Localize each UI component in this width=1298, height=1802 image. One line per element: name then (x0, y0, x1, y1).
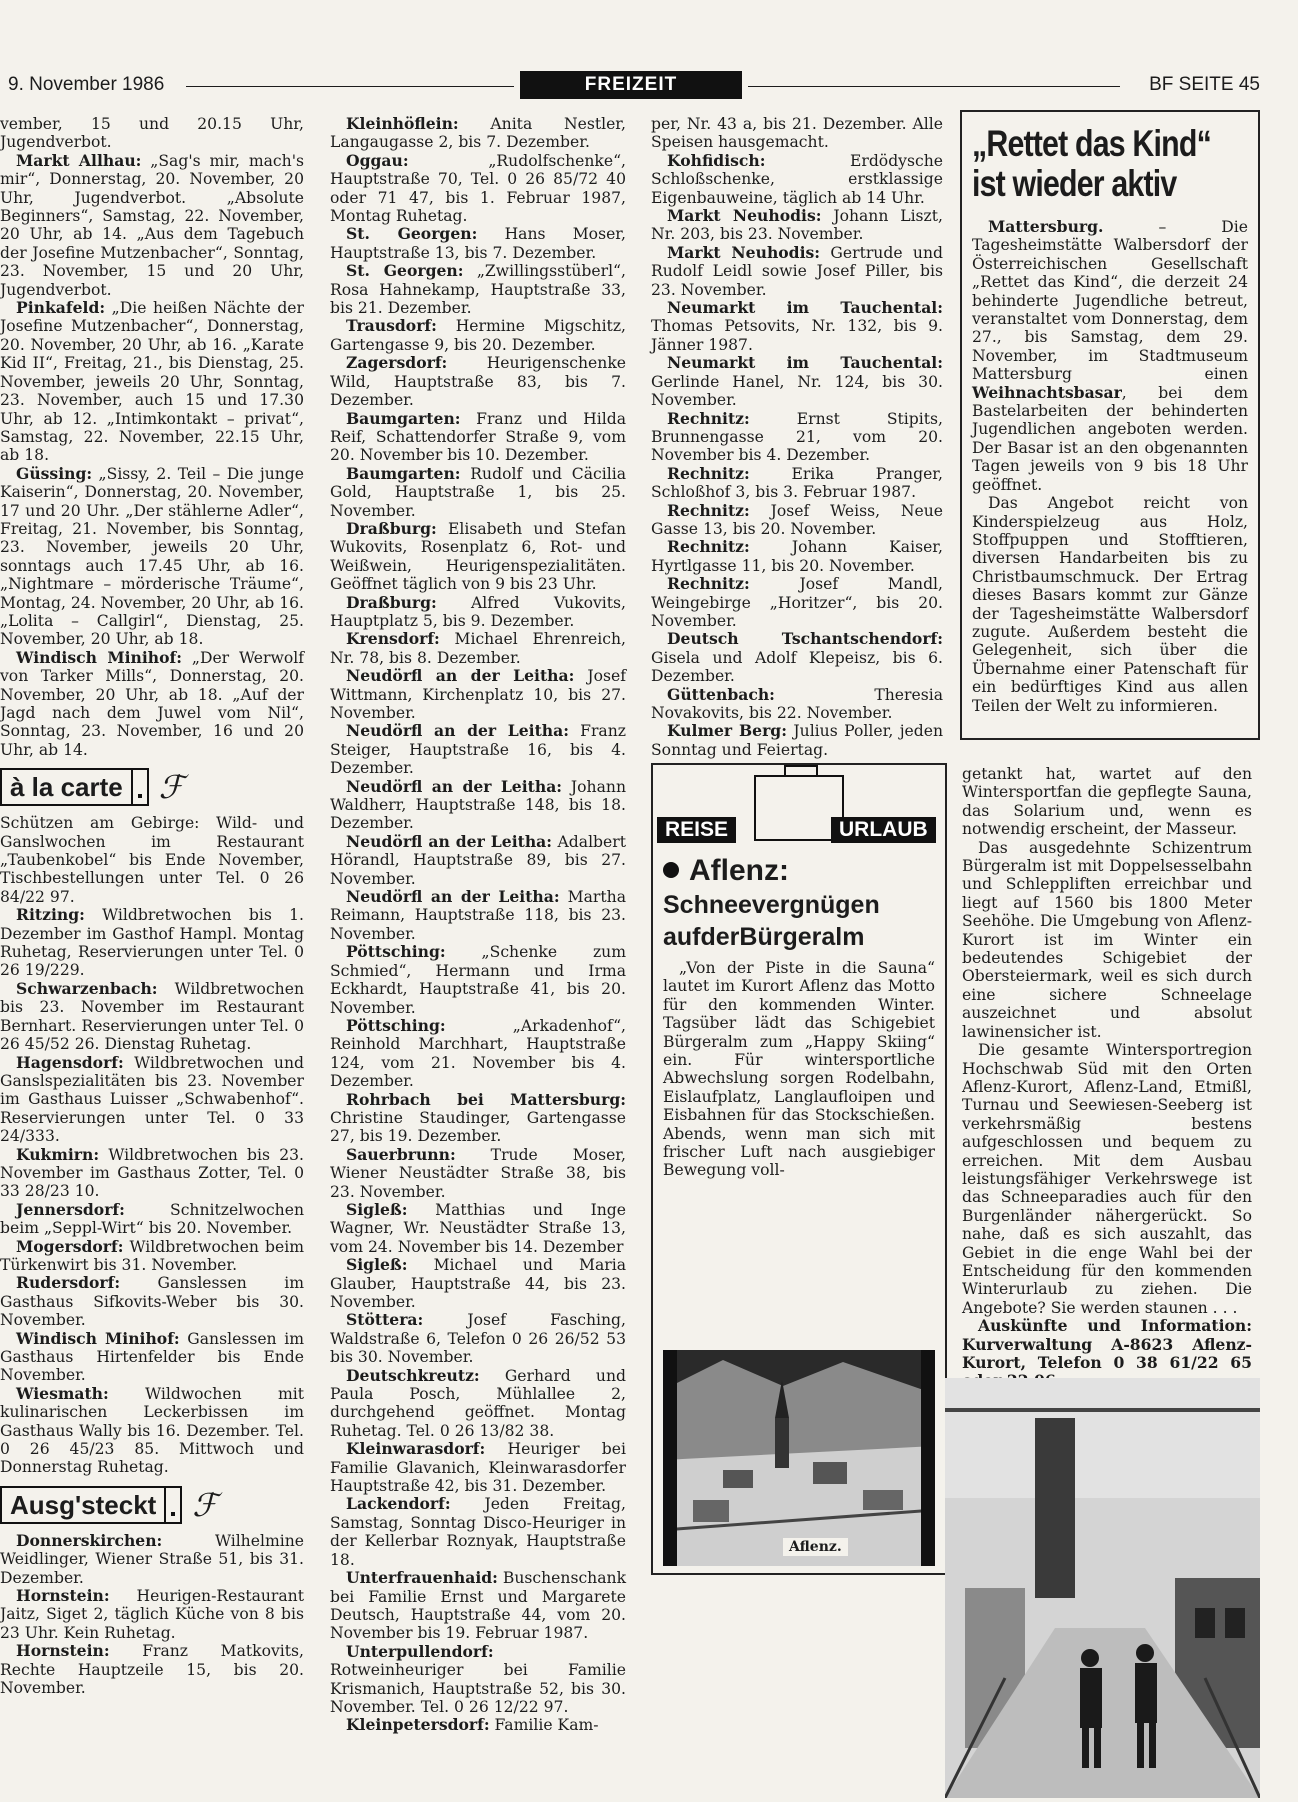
rettet-text-1: – Die Tagesheimstätte Walbersdorf der Österreichischen Gesellschaft „Rettet das Kind“, die derzeit 24 behinderte Jugendliche betreut, veranstaltet vom Donnerstag, dem 27., bis Samstag, dem 29. November, im Stadtmuseum Mattersburg einen (972, 218, 1248, 384)
listing-details: Jeden Freitag, Samstag, Sonntag Disco-Heuriger in der Kellerbar Roznyak, Hauptstraße 18. (330, 1495, 626, 1569)
listing-entry (330, 520, 626, 594)
listing-place: Neumarkt im Tauchental: (667, 353, 943, 373)
page-number: BF SEITE 45 (1149, 74, 1260, 95)
listing-place: Baumgarten: (346, 463, 461, 483)
listing-place: Unterpullendorf: (346, 1641, 494, 1661)
listing-details: Hermine Migschitz, Gartengasse 9, bis 20. Dezember. (330, 317, 626, 354)
listing-entry (0, 1054, 304, 1146)
listing-entry (330, 667, 626, 722)
rettet-bold-term: Weihnachtsbasar (972, 382, 1122, 402)
listing-entry (651, 410, 943, 465)
listing-place: Lackendorf: (346, 1494, 451, 1514)
listing-entry (330, 778, 626, 833)
ausgsteckt-label: Ausg'steckt (0, 1486, 166, 1524)
listing-details: Wildbretwochen und Ganslspezialitäten bis 23. November im Gasthaus Luisser „Schwabenhof“. Reservierungen unter Tel. 0 33 24/333. (0, 1053, 304, 1146)
rettet-place: Mattersburg. (988, 217, 1104, 236)
listing-entry (651, 152, 943, 207)
listing-details: Ganslessen im Gasthaus Sifkovits-Weber bis 30. November. (0, 1274, 304, 1330)
reise-paragraph-1: „Von der Piste in die Sauna“ lautet im Kurort Aflenz das Motto für den kommenden Winter. Tagsüber lädt das Schigebiet Bürgeralm zum „Happy Skiing“ ein. Für wintersportliche Abwechslung sorgen Rodelbahn, Eislaufplatz, Langlaufloipen und Eisbahnen für das Stockschießen. Abends, wenn man sich mit frischer Luft nach ausgiebiger Bewegung voll- (663, 959, 935, 1180)
listing-details: Wildbretwochen bis 23. November im Restaurant Bernhart. Reservierungen unter Tel. 0 26 45/52 26. Dienstag Ruhetag. (0, 979, 304, 1054)
listing-place: Hornstein: (16, 1586, 110, 1606)
listing-entry (330, 1256, 626, 1311)
listing-entry (651, 722, 943, 759)
listing-entry (0, 1238, 304, 1275)
column-1 (0, 115, 304, 1698)
listing-details: Heuriger bei Familie Glavanich, Kleinwarasdorfer Hauptstraße 42, bis 31. Dezember. (330, 1440, 626, 1496)
listing-place: Neudörfl an der Leitha: (346, 887, 560, 907)
listing-details: Rotweinheuriger bei Familie Krismanich, Hauptstraße 52, bis 30. November. Tel. 0 26 12/22 97. (330, 1661, 626, 1716)
listing-details: Wildbretwochen bis 1. Dezember im Gasthof Hampl. Montag Ruhetag, Reservierungen unter Tel. 0 26 19/229. (0, 906, 304, 980)
listing-entry (0, 1642, 304, 1697)
listing-place: Donnerskirchen: (16, 1530, 163, 1550)
ausgsteckt-listings (0, 1532, 304, 1698)
listing-entry (651, 244, 943, 299)
listing-entry (330, 594, 626, 631)
listing-place: Oggau: (346, 150, 409, 170)
listing-entry (651, 686, 943, 723)
listing-details: Josef Fasching, Waldstraße 6, Telefon 0 26 26/52 53 bis 30. November. (330, 1311, 626, 1367)
village-picture (663, 1350, 935, 1566)
listing-details: Trude Moser, Wiener Neustädter Straße 38, bis 23. November. (330, 1145, 626, 1201)
listing-details: Theresia Novakovits, bis 22. November. (651, 685, 943, 722)
urlaub-badge: URLAUB (831, 817, 936, 843)
listing-details: Ernst Stipits, Brunnengasse 21, vom 20. November bis 4. Dezember. (651, 409, 943, 465)
listing-place: Sigleß: (346, 1199, 408, 1219)
listing-details: Buschenschank bei Familie Ernst und Margarete Deutsch, Hauptstraße 44, vom 20. November bis 19. Februar 1987. (330, 1569, 627, 1643)
reise-title-2: Schneevergnügen aufderBürgeralm (663, 891, 880, 951)
listing-entry (330, 722, 626, 777)
listing-details: „Rudolfschenke“, Hauptstraße 70, Tel. 0 26 85/72 40 oder 71 47, bis 1. Februar 1987, Montag Ruhetag. (330, 151, 626, 226)
listing-place: Neudörfl an der Leitha: (346, 721, 569, 741)
listing-entry (0, 465, 304, 649)
listing-place: Deutschkreutz: (346, 1365, 480, 1385)
bullet-icon (663, 862, 679, 878)
listing-place: Hornstein: (16, 1641, 110, 1661)
alacarte-listings (0, 814, 304, 1477)
listing-details: Familie Kam- (489, 1716, 599, 1735)
header-rule-right (748, 86, 1120, 87)
listing-entry (0, 980, 304, 1054)
listing-entry (651, 299, 943, 354)
listing-entry (330, 833, 626, 888)
listing-entry (330, 410, 626, 465)
listing-place: Sigleß: (346, 1255, 408, 1275)
listing-entry (330, 1146, 626, 1201)
listing-place: Markt Neuhodis: (667, 206, 822, 226)
glass-icon: ℱ (192, 1485, 218, 1524)
listing-entry (330, 152, 626, 226)
listing-place: Windisch Minihof: (16, 1328, 180, 1348)
listing-place: Rudersdorf: (16, 1273, 121, 1293)
listing-details: „Arkadenhof“, Reinhold Marchhart, Hauptstraße 124, vom 21. November bis 4. Dezember. (330, 1016, 626, 1091)
ausgsteckt-heading (0, 1486, 304, 1524)
listing-details: „Zwillingsstüberl“, Rosa Hahnekamp, Hauptstraße 33, bis 21. Dezember. (330, 262, 626, 318)
listing-details: Rudolf und Cäcilia Gold, Hauptstraße 1, bis 25. November. (330, 464, 626, 520)
listing-details: Gerlinde Hanel, Nr. 124, bis 30. November. (651, 372, 943, 410)
listing-entry (330, 1091, 626, 1146)
listing-place: Rechnitz: (667, 500, 750, 520)
rettet-paragraph-2: Das Angebot reicht von Kinderspielzeug aus Holz, Stoffpuppen und Stofftieren, diversen Handarbeiten bis zu Christbaumschmuck. Der Ertrag dieses Basars kommt zur Gänze der Tagesheimstätte Walbersdorf zugute. Außerdem besteht die Gelegenheit, sich über die Übernahme einer Patenschaft für ein bedürftiges Kind aus allen Teilen der Welt zu informieren. (972, 494, 1248, 715)
listing-place: Windisch Minihof: (16, 647, 182, 667)
listing-details: „Der Werwolf von Tarker Mills“, Donnerstag, 20. November, 20 Uhr, ab 18. „Auf der Jagd nach dem Juwel vom Nil“, Sonntag, 23. November, 16 und 20 Uhr, ab 14. (0, 648, 304, 759)
listing-details: Christine Staudinger, Gartengasse 27, bis 19. Dezember. (330, 1108, 626, 1146)
section-title: FREIZEIT (520, 71, 742, 99)
listing-place: Rechnitz: (667, 574, 750, 594)
alacarte-box (133, 768, 149, 806)
listing-details: Gerhard und Paula Posch, Mühlallee 2, durchgehend geöffnet. Montag Ruhetag. Tel. 0 26 13/82 38. (330, 1366, 626, 1440)
listing-place: Trausdorf: (346, 316, 437, 336)
cinema-listings (0, 115, 304, 759)
rettet-headline: „Rettet das Kind“ ist wieder aktiv (972, 123, 1211, 204)
listing-place: Pöttsching: (346, 1015, 446, 1035)
listing-entry (330, 1569, 626, 1643)
reise-header (653, 765, 945, 851)
listing-place: Neudörfl an der Leitha: (346, 666, 575, 686)
heurigen-listings (330, 115, 626, 1735)
listing-details: Gertrude und Rudolf Leidl sowie Josef Piller, bis 23. November. (651, 243, 943, 299)
listing-place: Kleinpetersdorf: (346, 1715, 490, 1735)
listing-entry: per, Nr. 43 a, bis 21. Dezember. Alle Speisen hausgemacht. (651, 115, 943, 152)
listing-entry (0, 1330, 304, 1385)
listing-details: Wildbretwochen beim Türkenwirt bis 31. November. (0, 1237, 304, 1274)
listing-details: Thomas Petsovits, Nr. 132, bis 9. Jänner 1987. (651, 317, 943, 354)
listing-place: Neudörfl an der Leitha: (346, 831, 553, 851)
listing-place: Neumarkt im Tauchental: (667, 298, 943, 318)
listing-place: St. Georgen: (346, 224, 478, 244)
listing-entry (330, 1440, 626, 1495)
listing-entry (330, 354, 626, 409)
listing-details: Franz und Hilda Reif, Schattendorfer Straße 9, vom 20. November bis 10. Dezember. (330, 409, 626, 465)
listing-place: Rechnitz: (667, 537, 750, 557)
reise-title-1: Aflenz: (689, 854, 789, 887)
reise-paragraph-4: Die gesamte Wintersportregion Hochschwab Süd mit den Orten Aflenz-Kurort, Aflenz-Land, Etmißl, Turnau und Seewiesen-Seeberg ist verkehrsmäßig bestens aufgeschlossen und bequem zu erreichen. Mit dem Ausbau leistungsfähiger Verkehrswege ist das Schneeparadies auch für den Burgenländer nähergerückt. So nahe, daß es sich auszahlt, das Gebiet in die enge Wahl bei der Entscheidung für den kommenden Winterurlaub zu ziehen. Die Angebote? Sie werden staunen . . . (962, 1041, 1252, 1317)
listing-entry (651, 630, 943, 685)
listing-entry (330, 1716, 626, 1734)
listing-entry (651, 207, 943, 244)
listing-entry (651, 465, 943, 502)
listing-entry (0, 152, 304, 299)
listing-details: Michael Ehrenreich, Nr. 78, bis 8. Dezember. (330, 630, 626, 667)
rettet-paragraph-1 (972, 218, 1248, 494)
reise-headline (653, 851, 945, 953)
listing-entry (0, 1587, 304, 1642)
heurigen-listings-cont (651, 115, 943, 759)
listing-details: Johann Kaiser, Hyrtlgasse 11, bis 20. November. (651, 538, 943, 575)
rettet-body (972, 218, 1248, 715)
listing-place: Sauerbrunn: (346, 1144, 456, 1164)
listing-place: Kleinwarasdorf: (346, 1439, 486, 1459)
listing-place: Ritzing: (16, 905, 85, 925)
reise-badge: REISE (657, 817, 736, 843)
listing-place: Güttenbach: (667, 684, 775, 704)
aflenz-village-photo (663, 1350, 935, 1566)
listing-entry (651, 575, 943, 630)
listing-entry (330, 225, 626, 262)
reise-body (653, 953, 945, 1180)
listing-entry (330, 1201, 626, 1256)
listing-details: Erika Pranger, Schloßhof 3, bis 3. Februar 1987. (651, 464, 943, 502)
listing-place: St. Georgen: (346, 261, 464, 281)
listing-place: Draßburg: (346, 518, 437, 538)
listing-place: Kohfidisch: (667, 150, 766, 170)
alacarte-heading (0, 768, 304, 806)
listing-place: Kukmirn: (16, 1144, 100, 1164)
listing-entry (0, 1146, 304, 1201)
listing-place: Krensdorf: (346, 629, 440, 649)
reise-paragraph-3: Das ausgedehnte Schizentrum Bürgeralm ist mit Doppelsesselbahn und Schleppliften erreichbar und liegt auf 1560 bis 1800 Meter Seehöhe. Die Umgebung von Aflenz-Kurort ist im Winter ein bedeutendes Schigebiet der Obersteiermark, weil es sich durch eine sichere Schneelage auszeichnet und absolut lawinensicher ist. (962, 838, 1252, 1041)
listing-entry (330, 1495, 626, 1569)
listing-details: Franz Matkovits, Rechte Hauptzeile 15, bis 20. November. (0, 1642, 304, 1698)
rettet-text-1-end: , bei dem Bastelarbeiten der behinderten Jugendlichen angeboten werden. Der Basar ist an den obgenannten Tagen jeweils von 9 bis 18 Uhr geöffnet. (972, 383, 1248, 494)
listing-details: Schnitzelwochen beim „Seppl-Wirt“ bis 20. November. (0, 1200, 304, 1238)
listing-details: Anita Nestler, Langaugasse 2, bis 7. Dezember. (330, 115, 626, 152)
listing-details: Josef Wittmann, Kirchenplatz 10, bis 27. November. (330, 667, 626, 722)
listing-place: Wiesmath: (16, 1383, 109, 1403)
listing-place: Mogersdorf: (16, 1236, 124, 1256)
reise-paragraph-2: getankt hat, wartet auf den Wintersportfan die gepflegte Sauna, das Solarium und, wenn es notwendig erscheint, der Masseur. (962, 765, 1252, 839)
listing-details: „Die heißen Nächte der Josefine Mutzenbacher“, Donnerstag, 20. November, 20 Uhr, ab 16. „Karate Kid II“, Freitag, 21., bis Dienstag, 25. November, jeweils 20 Uhr, Sonntag, 23. November, auch 15 und 17.30 Uhr, ab 12. „Intimkontakt – privat“, Samstag, 22. November, 22.15 Uhr, ab 18. (0, 299, 304, 465)
ausgsteckt-box (166, 1486, 182, 1524)
listing-entry (330, 630, 626, 667)
listing-details: Heurigenschenke Wild, Hauptstraße 83, bis 7. Dezember. (330, 354, 626, 410)
listing-details: Elisabeth und Stefan Wukovits, Rosenplatz 6, Rot- und Weißwein, Heurigenspezialitäten. Geöffnet täglich von 9 bis 23 Uhr. (330, 519, 626, 594)
listing-entry (330, 943, 626, 1017)
listing-entry (0, 1201, 304, 1238)
listing-entry (330, 115, 626, 152)
listing-place: Pinkafeld: (16, 298, 106, 318)
listing-entry (651, 502, 943, 539)
listing-place: Schwarzenbach: (16, 978, 158, 998)
listing-details: Matthias und Inge Wagner, Wr. Neustädter Straße 13, vom 24. November bis 14. Dezember (330, 1200, 626, 1256)
listing-place: Zagersdorf: (346, 353, 448, 373)
column-2 (330, 115, 626, 1735)
info-contact: Auskünfte und Information: Kurverwaltung A-8623 Aflenz-Kurort, Telefon 0 38 61/22 65 (962, 1316, 1252, 1372)
listing-place: Rechnitz: (667, 463, 750, 483)
listing-place: Markt Neuhodis: (667, 242, 821, 262)
listing-entry (0, 906, 304, 980)
listing-details: Alfred Vukovits, Hauptplatz 5, bis 9. Dezember. (330, 593, 626, 630)
listing-entry (330, 1017, 626, 1091)
listing-details: „Schenke zum Schmied“, Hermann und Irma Eckhardt, Hauptstraße 41, bis 20. November. (330, 943, 626, 1017)
listing-entry (651, 354, 943, 409)
alacarte-label: à la carte (0, 768, 133, 806)
listing-entry (0, 1385, 304, 1477)
listing-details: Erdödysche Schloßschenke, erstklassige Eigenbauweine, täglich ab 14 Uhr. (651, 151, 943, 207)
listing-place: Kleinhöflein: (346, 114, 459, 133)
listing-details: Martha Reimann, Hauptstraße 118, bis 23. November. (330, 888, 626, 943)
listing-details: „Sag's mir, mach's mir“, Donnerstag, 20. November, 20 Uhr, Jugendverbot. „Absolute Beginners“, Samstag, 22. November, 20 Uhr, ab 14. „Aus dem Tagebuch der Josefine Mutzenbacher“, Sonntag, 23. November, 15 und 20 Uhr, Jugendverbot. (0, 151, 304, 299)
listing-entry (330, 1643, 626, 1717)
listing-place: Unterfrauenhaid: (346, 1568, 498, 1588)
listing-place: Draßburg: (346, 592, 437, 612)
header-rule-left (186, 86, 514, 87)
listing-details: „Sissy, 2. Teil – Die junge Kaiserin“, Donnerstag, 20. November, 17 und 20 Uhr. „Der stählerne Adler“, Freitag, 21. November, bis Sonntag, 23. November, jeweils 20 Uhr, sonntags auch 17.45 Uhr, ab 16. „Nightmare – mörderische Träume“, Montag, 24. November, 20 Uhr, ab 16. „Lolita – Callgirl“, Dienstag, 25. November, 20 Uhr, ab 18. (0, 464, 305, 649)
page-header (0, 68, 1298, 104)
listing-place: Güssing: (16, 463, 93, 483)
listing-entry (330, 1367, 626, 1441)
listing-details: Heurigen-Restaurant Jaitz, Siget 2, täglich Küche von 8 bis 23 Uhr. Kein Ruhetag. (0, 1587, 304, 1642)
listing-place: Hagensdorf: (16, 1052, 124, 1072)
skiers-picture (945, 1378, 1260, 1798)
listing-place: Rechnitz: (667, 408, 750, 428)
listing-details: Ganslessen im Gasthaus Hirtenfelder bis Ende November. (0, 1329, 304, 1385)
column-3 (651, 115, 943, 759)
listing-details: Hans Moser, Hauptstraße 13, bis 7. Dezember. (330, 225, 626, 262)
listing-entry (651, 538, 943, 575)
listing-place: Neudörfl an der Leitha: (346, 776, 563, 796)
listing-details: Franz Steiger, Hauptstraße 16, bis 4. Dezember. (330, 722, 626, 778)
listing-details: Julius Poller, jeden Sonntag und Feiertag. (651, 722, 944, 759)
listing-entry (330, 1311, 626, 1366)
issue-date: 9. November 1986 (8, 74, 165, 95)
listing-entry: Schützen am Gebirge: Wild- und Ganslwochen im Restaurant „Taubenkobel“ bis Ende November, Tischbestellungen unter Tel. 0 26 84/22 97. (0, 814, 304, 906)
listing-details: Josef Weiss, Neue Gasse 13, bis 20. November. (651, 501, 943, 538)
listing-entry (330, 888, 626, 943)
listing-entry (330, 465, 626, 520)
listing-entry (0, 299, 304, 465)
listing-details: Johann Liszt, Nr. 203, bis 23. November. (651, 207, 943, 244)
listing-entry: vember, 15 und 20.15 Uhr, Jugendverbot. (0, 115, 304, 152)
rettet-das-kind-article (960, 110, 1260, 740)
listing-place: Pöttsching: (346, 942, 446, 962)
listing-entry (0, 1532, 304, 1587)
listing-details: Adalbert Hörandl, Hauptstraße 89, bis 27. November. (330, 832, 626, 888)
listing-details: Wildbretwochen bis 23. November im Gasthaus Zotter, Tel. 0 33 28/23 10. (0, 1145, 304, 1201)
listing-details: Wildwochen mit kulinarischen Leckerbissen im Gasthaus Wally bis 16. Dezember. Tel. 0 26 45/23 85. Mittwoch und Donnerstag Ruhetag. (0, 1384, 304, 1477)
ski-lift-photo (945, 1378, 1260, 1798)
listing-details: Gisela und Adolf Klepeisz, bis 6. Dezember. (651, 648, 943, 686)
listing-place: Kulmer Berg: (667, 721, 787, 741)
listing-place: Stöttera: (346, 1310, 424, 1330)
photo-caption: Aflenz. (783, 1538, 848, 1556)
listing-entry (0, 1274, 304, 1329)
listing-entry (0, 649, 304, 759)
listing-details: Wilhelmine Weidlinger, Wiener Straße 51, bis 31. Dezember. (0, 1531, 304, 1587)
listing-details: Josef Mandl, Weingebirge „Horitzer“, bis 20. November. (651, 575, 943, 630)
listing-details: Johann Waldherr, Hauptstraße 148, bis 18. Dezember. (330, 777, 626, 833)
listing-details: Michael und Maria Glauber, Hauptstraße 44, bis 23. November. (330, 1256, 626, 1311)
listing-place: Jennersdorf: (16, 1199, 125, 1219)
listing-entry (330, 262, 626, 317)
reise-continuation (962, 765, 1252, 1391)
listing-place: Deutsch Tschantschendorf: (667, 629, 943, 649)
listing-place: Markt Allhau: (16, 150, 142, 170)
listing-place: Baumgarten: (346, 408, 461, 428)
glass-icon: ℱ (158, 768, 184, 807)
reise-urlaub-article (651, 763, 947, 1575)
listing-place: Rohrbach bei Mattersburg: (346, 1089, 626, 1109)
listing-entry (330, 317, 626, 354)
